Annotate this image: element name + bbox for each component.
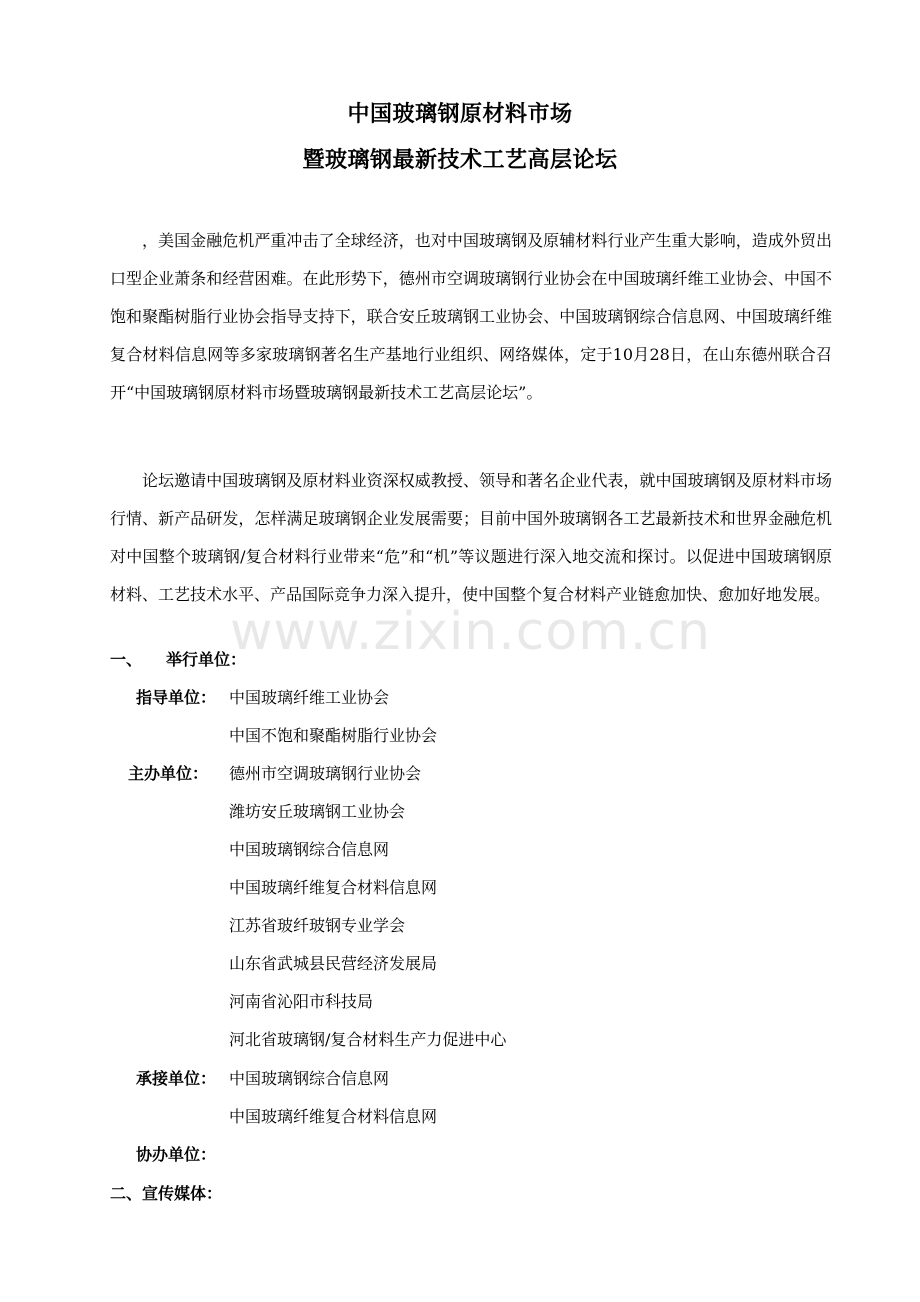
section1-heading: 举行单位： bbox=[166, 650, 247, 669]
host-item: 江苏省玻纤玻钢专业学会 bbox=[229, 916, 406, 935]
section1-number: 一、 bbox=[110, 650, 143, 669]
host-item: 潍坊安丘玻璃钢工业协会 bbox=[229, 802, 406, 821]
host-item: 河北省玻璃钢/复合材料生产力促进中心 bbox=[229, 1030, 507, 1049]
watermark: www.zixin.com.cn bbox=[230, 602, 711, 662]
document-title-line1: 中国玻璃钢原材料市场 bbox=[347, 101, 573, 127]
guidance-label: 指导单位： bbox=[136, 688, 217, 707]
co-organizer-label: 协办单位： bbox=[136, 1145, 217, 1164]
forum-paragraph: 论坛邀请中国玻璃钢及原材料业资深权威教授、领导和著名企业代表，就中国玻璃钢及原材料市场行情、新产品研发，怎样满足玻璃钢企业发展需要；目前中国外玻璃钢各工艺最新技术和世界金融危机对中国整个玻璃钢/复合材料行业带来“危”和“机”等议题进行深入地交流和探讨。以促进中国玻璃钢原材料、工艺技术水平、产品国际竞争力深入提升，使中国整个复合材料产业链愈加快、愈加好地发展。 bbox=[110, 471, 832, 604]
document-title-line2: 暨玻璃钢最新技术工艺高层论坛 bbox=[302, 147, 618, 173]
guidance-item: 中国不饱和聚酯树脂行业协会 bbox=[229, 726, 438, 745]
organizer-item: 中国玻璃纤维复合材料信息网 bbox=[229, 1107, 438, 1126]
host-item: 德州市空调玻璃钢行业协会 bbox=[229, 764, 422, 783]
host-item: 河南省沁阳市科技局 bbox=[229, 992, 374, 1011]
section2-heading: 二、宣传媒体： bbox=[110, 1184, 223, 1203]
guidance-item: 中国玻璃纤维工业协会 bbox=[229, 688, 390, 707]
organizer-item: 中国玻璃钢综合信息网 bbox=[229, 1069, 390, 1088]
intro-paragraph: ，美国金融危机严重冲击了全球经济，也对中国玻璃钢及原辅材料行业产生重大影响，造成外贸出口型企业萧条和经营困难。在此形势下，德州市空调玻璃钢行业协会在中国玻璃纤维工业协会、中国不饱和聚酯树脂行业协会指导支持下，联合安丘玻璃钢工业协会、中国玻璃钢综合信息网、中国玻璃纤维复合材料信息网等多家玻璃钢著名生产基地行业组织、网络媒体，定于10月28日，在山东德州联合召开“中国玻璃钢原材料市场暨玻璃钢最新技术工艺高层论坛”。 bbox=[110, 231, 832, 402]
host-label: 主办单位： bbox=[128, 764, 209, 783]
organizer-label: 承接单位： bbox=[136, 1069, 217, 1088]
host-item: 中国玻璃钢综合信息网 bbox=[229, 840, 390, 859]
host-item: 中国玻璃纤维复合材料信息网 bbox=[229, 878, 438, 897]
host-item: 山东省武城县民营经济发展局 bbox=[229, 954, 438, 973]
